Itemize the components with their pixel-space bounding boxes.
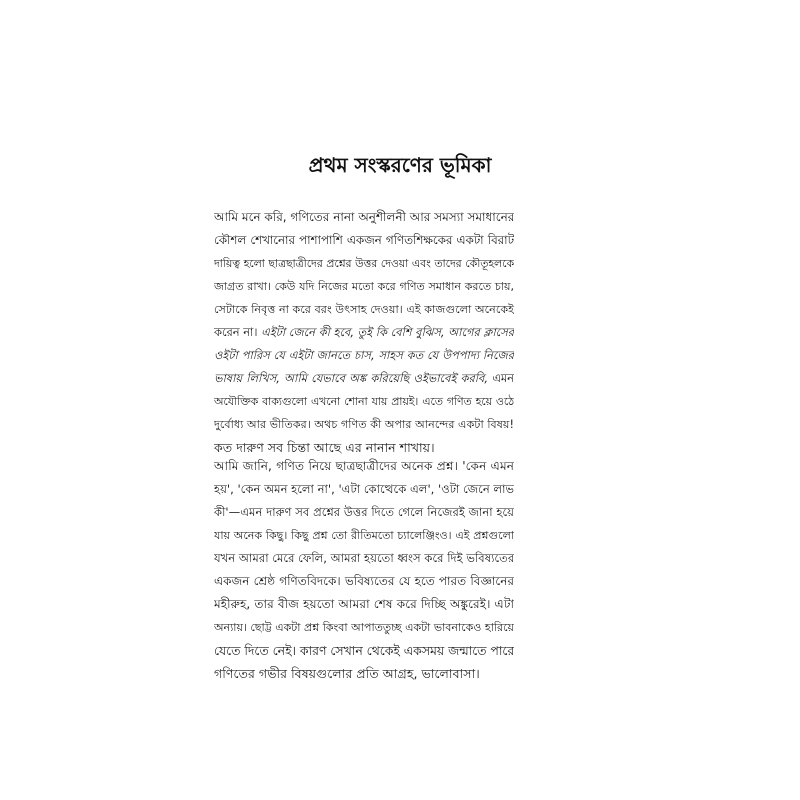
page-title: প্রথম সংস্করণের ভূমিকা [308,153,492,177]
paragraph-2 [214,455,514,685]
text-run: আমি মনে করি, গণিতের নানা অনুশীলনী আর সমস্যা সমাধানের [214,210,514,224]
paragraph-1 [214,206,514,459]
text-run: জাগ্রত রাখা। কেউ যদি নিজের মতো করে গণিত সমাধান করতে চায়, [214,280,514,293]
text-line [214,455,514,478]
text-run: অন্যায়। ছোট্ট একটা প্রশ্ন কিংবা আপাততুচ্ছ একটা ভাবনাকেও হারিয়ে [214,621,514,634]
text-run: কত দারুণ সব চিন্তা আছে এর নানান শাখায়। [214,440,435,455]
text-run: সেটাকে নিবৃত্ত না করে বরং উৎসাহ দেওয়া। এই কাজগুলো অনেকেই [214,303,514,316]
text-line [214,344,514,367]
italic-text-run: ভাষায় লিখিস, আমি যেভাবে অঙ্ক করিয়েছি ওইভাবেই করবি, [214,371,489,385]
text-run: গণিতের গভীর বিষয়গুলোর প্রতি আগ্রহ, ভালোবাসা। [214,666,480,681]
text-line [214,298,514,321]
text-line [214,367,514,390]
text-line [214,275,514,298]
text-run: যখন আমরা মেরে ফেলি, আমরা হয়তো ধ্বংস করে দিই ভবিষ্যতের [214,551,514,565]
text-line [214,478,514,501]
text-run: মহীরুহ, তার বীজ হয়তো আমরা শেষ করে দিচ্ছি অঙ্কুরেই। এটা [214,597,514,611]
text-line [214,206,514,229]
text-run: কী'—এমন দারুণ সব প্রশ্নের উত্তর দিতে গেলে নিজেরই জানা হয়ে [214,505,514,519]
text-run: করেন না। [214,325,262,339]
text-run: অযৌক্তিক বাক্যগুলো এখনো শোনা যায় প্রায়ই। এতে গণিত হয়ে ওঠে [214,395,514,408]
text-line [214,547,514,570]
italic-text-run: ওইটা পারিস যে এইটা জানতে চাস, সাহস কত যে উপপাদ্য নিজের [214,348,514,362]
text-run: একজন শ্রেষ্ঠ গণিতবিদকে। ভবিষ্যতের যে হতে পারত বিজ্ঞানের [214,574,514,588]
text-run: হয়', 'কেন অমন হলো না', 'এটা কোত্থেকে এল', 'ওটা জেনে লাভ [214,482,514,496]
text-run: দুর্বোধ্য আর ভীতিকর। অথচ গণিত কী অপার আনন্দের একটা বিষয়! [214,418,514,431]
text-run: যেতে দিতে নেই। কারণ সেখান থেকেই একসময় জন্মাতে পারে [214,643,514,658]
text-run: আমি জানি, গণিত নিয়ে ছাত্রছাত্রীদের অনেক প্রশ্ন। 'কেন এমন [214,459,514,473]
text-line [214,662,514,685]
text-line [214,229,514,252]
text-line [214,524,514,547]
text-line [214,616,514,639]
italic-text-run: এইটা জেনে কী হবে, তুই কি বেশি বুঝিস, আগের ক্লাসের [261,325,514,339]
text-line [214,252,514,275]
text-run: যায় অনেক কিছু। কিছু প্রশ্ন তো রীতিমতো চ্যালেঞ্জিংও। এই প্রশ্নগুলো [214,529,514,542]
text-run: দায়িত্ব হলো ছাত্রছাত্রীদের প্রশ্নের উত্তর দেওয়া এবং তাদের কৌতূহলকে [214,257,514,270]
text-line [214,413,514,436]
text-line [214,593,514,616]
text-line [214,639,514,662]
text-line [214,390,514,413]
text-line [214,321,514,344]
text-line [214,570,514,593]
text-run: কৌশল শেখানোর পাশাপাশি একজন গণিতশিক্ষকের একটা বিরাট [214,233,514,247]
text-run: এমন [488,371,514,385]
text-line [214,501,514,524]
